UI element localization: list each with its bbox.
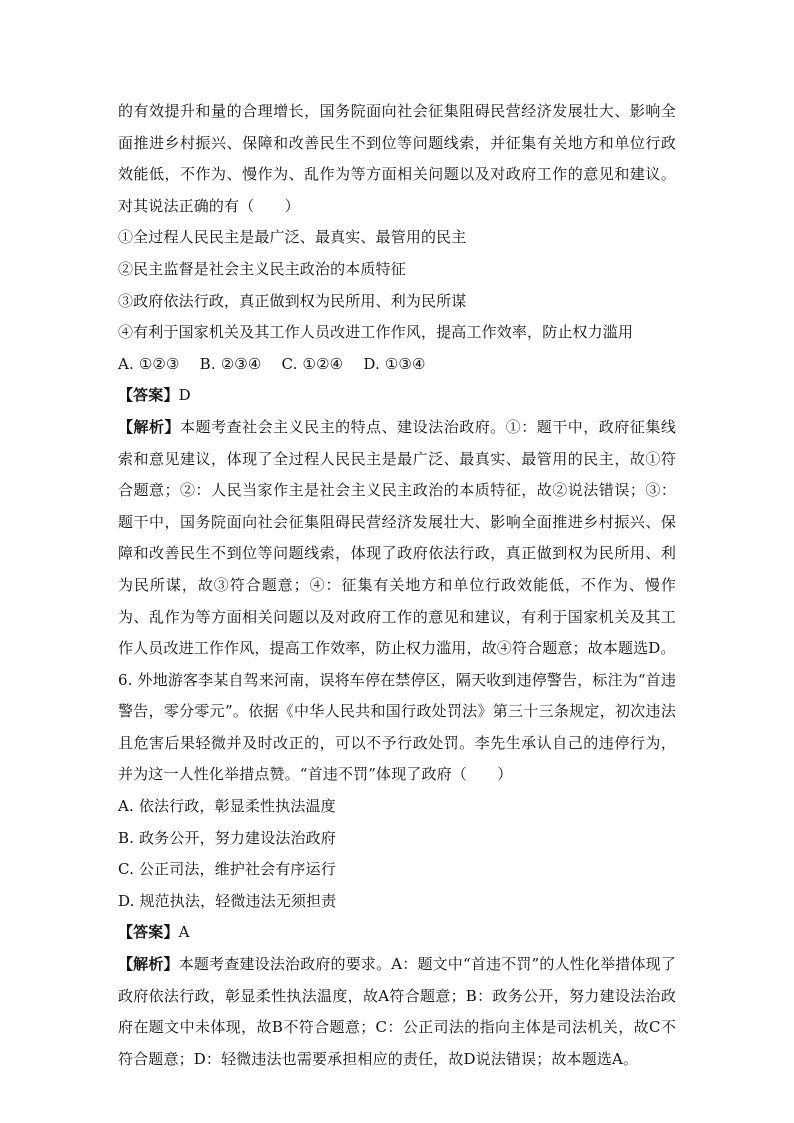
q6-stem: 6. 外地游客李某自驾来河南，误将车停在禁停区，隔天收到违停警告，标注为“首违警告，零分零元”。依据《中华人民共和国行政处罚法》第三十三条规定，初次违法且危害后果轻微并及时改正的，可以不予行政处罚。李先生承认自己的违停行为，并为这一人性化举措点赞。“首违不罚”体现了政府（ ） — [118, 670, 676, 784]
q5-options: A. ①②③ B. ②③④ C. ①②④ D. ①③④ — [118, 354, 426, 373]
q5-analysis — [118, 412, 676, 665]
answer-label: 【答案】 — [118, 923, 179, 942]
q5-statement-4: ④有利于国家机关及其工作人员改进工作作风，提高工作效率，防止权力滥用 — [118, 323, 634, 342]
q6-answer-line — [118, 917, 676, 949]
q6-analysis — [118, 949, 676, 1075]
answer-label: 【答案】 — [118, 386, 179, 405]
q6-option-a: A. 依法行政，彰显柔性执法温度 — [118, 797, 336, 816]
q5-stem: 的有效提升和量的合理增长，国务院面向社会征集阻碍民营经济发展壮大、影响全面推进乡村振兴、保障和改善民生不到位等问题线索，并征集有关地方和单位行政效能低，不作为、慢作为、乱作为等方面相关问题以及对政府工作的意见和建议。对其说法正确的有（ ） — [118, 102, 676, 215]
answer-value: A — [178, 923, 190, 942]
q6-option-c: C. 公正司法，维护社会有序运行 — [118, 860, 336, 879]
q5-statement-1: ①全过程人民民主是最广泛、最真实、最管用的民主 — [118, 228, 467, 247]
q5-statement-2: ②民主监督是社会主义民主政治的本质特征 — [118, 259, 406, 278]
q5-answer-line — [118, 380, 676, 412]
analysis-label: 【解析】 — [118, 955, 179, 974]
analysis-text: 本题考查建设法治政府的要求。A：题文中“首违不罚”的人性化举措体现了政府依法行政，彰显柔性执法温度，故A符合题意；B：政务公开，努力建设法治政府在题文中未体现，故B不符合题意；C：公正司法的指向主体是司法机关，故C不符合题意；D：轻微违法也需要承担相应的责任，故D说法错误；故本题选A。 — [118, 955, 676, 1068]
analysis-text: 本题考查社会主义民主的特点、建设法治政府。①：题干中，政府征集线索和意见建议，体现了全过程人民民主是最广泛、最真实、最管用的民主，故①符合题意；②：人民当家作主是社会主义民主政治的本质特征，故②说法错误；③：题干中，国务院面向社会征集阻碍民营经济发展壮大、影响全面推进乡村振兴、保障和改善民生不到位等问题线索，体现了政府依法行政，真正做到权为民所用、利为民所谋，故③符合题意；④：征集有关地方和单位行政效能低，不作为、慢作为、乱作为等方面相关问题以及对政府工作的意见和建议，有利于国家机关及其工作人员改进工作作风，提高工作效率，防止权力滥用，故④符合题意；故本题选D。 — [118, 417, 676, 658]
q6-option-d: D. 规范执法，轻微违法无须担责 — [118, 891, 337, 910]
q5-statement-3: ③政府依法行政，真正做到权为民所用、利为民所谋 — [118, 291, 467, 310]
answer-value: D — [178, 386, 191, 405]
analysis-label: 【解析】 — [118, 417, 181, 436]
document-body — [118, 96, 676, 1075]
q6-option-b: B. 政务公开，努力建设法治政府 — [118, 828, 336, 847]
